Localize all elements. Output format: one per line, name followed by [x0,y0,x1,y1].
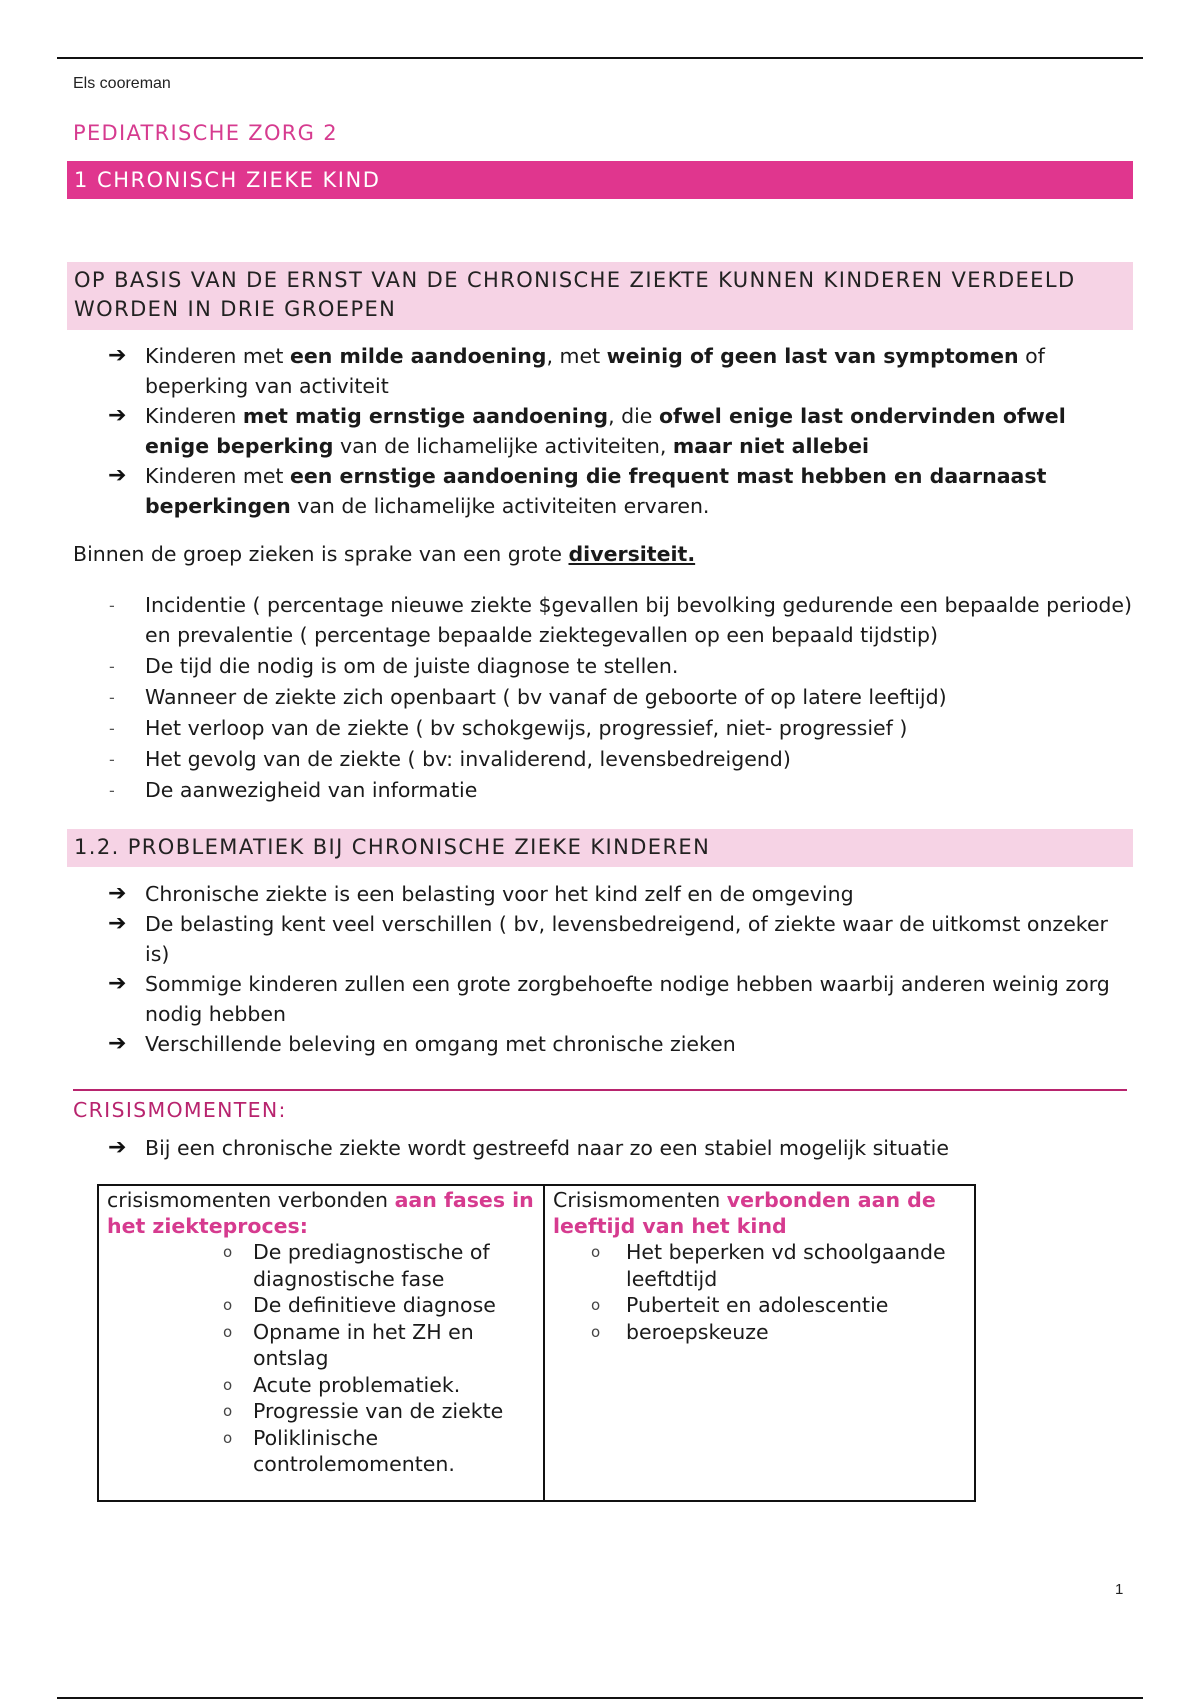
list-item: ➔ Kinderen met matig ernstige aandoening, die ofwel enige last ondervinden ofwel enige beperking van de lichamelijke activiteiten, maar niet allebei [108,403,1066,458]
chapter-heading: 1 CHRONISCH ZIEKE KIND [67,161,1133,199]
severity-groups-list [104,341,1134,521]
problems-list [104,879,1134,1059]
list-item: - Het gevolg van de ziekte ( bv: invaliderend, levensbedreigend) [104,744,1134,774]
arrow-bullet-icon: ➔ [108,881,127,906]
header-author: Els cooreman [73,75,171,92]
section-divider [73,1089,1127,1091]
crisis-intro-list [104,1133,1134,1163]
list-item: - De aanwezigheid van informatie [104,775,1134,805]
list-item: o Het beperken vd schoolgaande leeftdtijd [591,1240,946,1291]
dash-bullet-icon: - [109,657,115,676]
circle-bullet-icon: o [223,1243,233,1261]
table-cell-disease-phases [99,1186,545,1500]
section-heading-groups: OP BASIS VAN DE ERNST VAN DE CHRONISCHE ZIEKTE KUNNEN KINDEREN VERDEELD WORDEN IN DRIE GROEPEN [67,262,1133,330]
arrow-bullet-icon: ➔ [108,463,127,488]
circle-bullet-icon: o [223,1428,233,1447]
circle-bullet-icon: o [223,1402,233,1420]
dash-bullet-icon: - [109,750,115,769]
table-cell-child-age [545,1186,974,1500]
list-item: - De tijd die nodig is om de juiste diagnose te stellen. [104,651,1134,681]
age-list [553,1239,966,1345]
bottom-rule [57,1697,1143,1699]
list-item: - Incidentie ( percentage nieuwe ziekte $gevallen bij bevolking gedurende een bepaalde periode) en prevalentie ( percentage bepaalde ziektegevallen op een bepaald tijdstip) [109,593,1132,647]
cell-header: Crisismomenten verbonden aan de leeftijd van het kind [553,1188,936,1238]
document-title: PEDIATRISCHE ZORG 2 [73,121,338,145]
list-item: ➔ Chronische ziekte is een belasting voor het kind zelf en de omgeving [104,879,1134,909]
list-item: ➔ Kinderen met een ernstige aandoening die frequent mast hebben en daarnaast beperkingen van de lichamelijke activiteiten ervaren. [108,463,1047,518]
dash-bullet-icon: - [109,596,115,615]
circle-bullet-icon: o [591,1322,601,1341]
list-item: o beroepskeuze [591,1319,769,1344]
list-item: o Opname in het ZH en ontslag [223,1319,474,1370]
list-item: o De prediagnostische of diagnostische fase [223,1240,490,1291]
phase-list [107,1239,535,1478]
circle-bullet-icon: o [223,1375,233,1394]
arrow-bullet-icon: ➔ [108,403,127,428]
diversity-keyword: diversiteit. [568,542,696,566]
dash-bullet-icon: - [109,719,115,738]
arrow-bullet-icon: ➔ [108,1135,127,1160]
list-item: ➔ Verschillende beleving en omgang met chronische zieken [104,1029,1134,1059]
list-item: - Wanneer de ziekte zich openbaart ( bv vanaf de geboorte of op latere leeftijd) [104,682,1134,712]
list-item: ➔ Bij een chronische ziekte wordt gestreefd naar zo een stabiel mogelijk situatie [104,1133,1134,1163]
arrow-bullet-icon: ➔ [108,971,127,996]
list-item: o Progressie van de ziekte [223,1399,504,1423]
diversity-factors-list [104,590,1134,806]
page-number: 1 [1115,1581,1124,1598]
list-item: - Het verloop van de ziekte ( bv schokgewijs, progressief, niet- progressief ) [104,713,1134,743]
diversity-paragraph: Binnen de groep zieken is sprake van een grote diversiteit. [73,542,696,566]
section-heading-problems: 1.2. PROBLEMATIEK BIJ CHRONISCHE ZIEKE KINDEREN [67,829,1133,867]
arrow-bullet-icon: ➔ [108,911,127,936]
cell-header: crisismomenten verbonden aan fases in het ziekteproces: [107,1188,534,1238]
arrow-bullet-icon: ➔ [108,1031,127,1056]
crisis-table [97,1184,976,1502]
dash-bullet-icon: - [109,781,115,800]
list-item: o Poliklinische controlemomenten. [223,1425,455,1476]
circle-bullet-icon: o [591,1243,601,1261]
circle-bullet-icon: o [223,1296,233,1314]
top-rule [57,57,1143,59]
circle-bullet-icon: o [591,1296,601,1314]
list-item: o Puberteit en adolescentie [591,1293,889,1317]
list-item: ➔ Sommige kinderen zullen een grote zorgbehoefte nodige hebben waarbij anderen weinig zorg nodig hebben [108,971,1110,1026]
list-item: ➔ Kinderen met een milde aandoening, met weinig of geen last van symptomen of beperking van activiteit [108,343,1045,398]
circle-bullet-icon: o [223,1322,233,1341]
arrow-bullet-icon: ➔ [108,343,127,368]
list-item: o De definitieve diagnose [223,1293,496,1317]
crisis-heading: CRISISMOMENTEN: [73,1098,287,1122]
list-item: ➔ De belasting kent veel verschillen ( bv, levensbedreigend, of ziekte waar de uitkomst onzeker is) [108,911,1108,966]
list-item: o Acute problematiek. [223,1372,461,1397]
dash-bullet-icon: - [109,688,115,707]
